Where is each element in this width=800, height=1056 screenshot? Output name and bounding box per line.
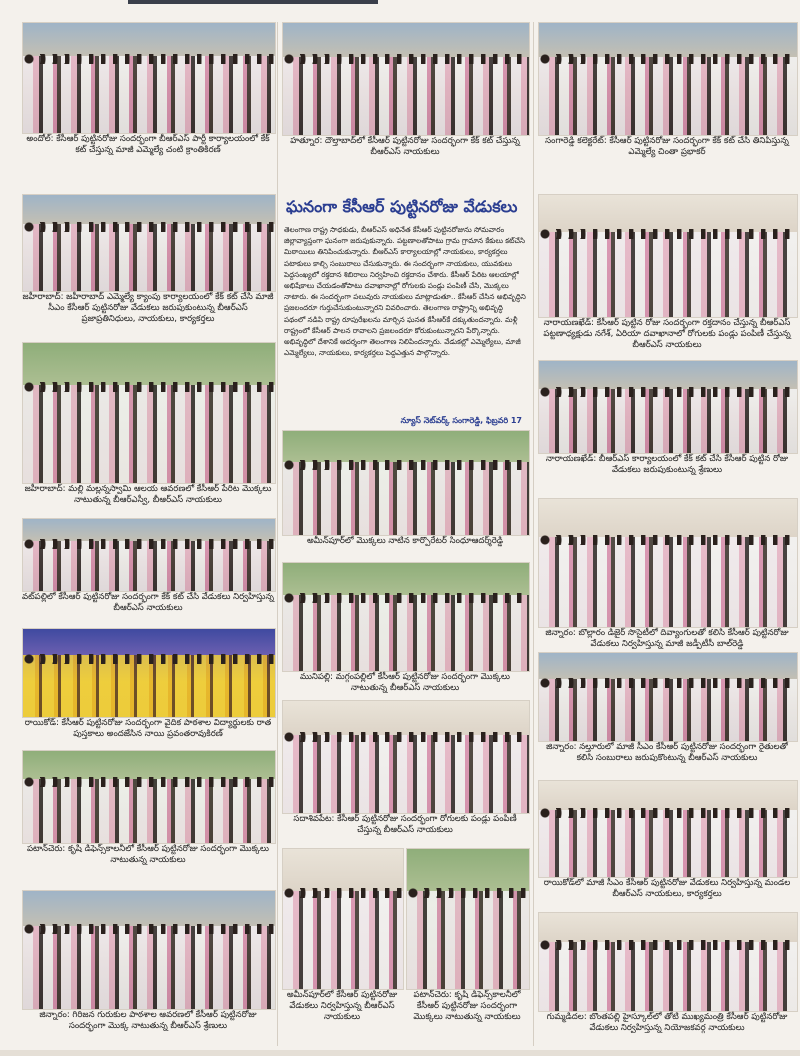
page-footer-rule: [0, 1050, 800, 1056]
photo-heads: [539, 229, 797, 239]
photo-heads: [539, 54, 797, 64]
photo-caption: హత్నూర: దౌల్తాబాద్‌లో కేసీఆర్ పుట్టినరోజు సందర్భంగా కేక్ కట్ చేస్తున్న బీఆర్ఎస్ నాయకులు: [290, 136, 520, 157]
photo-heads: [539, 678, 797, 688]
photo-heads: [283, 888, 403, 898]
photo-heads: [283, 460, 529, 470]
news-photo: [22, 342, 276, 484]
news-photo: [282, 22, 530, 136]
news-photo: [22, 628, 276, 718]
photo-caption: నారాయణఖేడ్: కేసీఆర్ పుట్టిన రోజు సందర్భంగా రక్తదానం చేస్తున్న బీఆర్ఎస్ పట్టణాధ్యక్షుడు నగేశ్, ఏరియా దవాఖానాలో రోగులకు పండ్లు పంపిణీ చేస్తున్న బీఆర్ఎస్ నాయకులు: [543, 318, 791, 350]
photo-heads: [23, 382, 275, 392]
photo-crowd: [539, 810, 797, 877]
photo-heads: [23, 654, 275, 664]
news-photo: [22, 890, 276, 1010]
news-photo: [538, 360, 798, 454]
photo-caption: అమీన్‌పూర్‌లో కేసీఆర్ పుట్టినరోజు వేడుకలు నిర్వహిస్తున్న బీఆర్ఎస్ నాయకులు: [286, 990, 398, 1022]
photo-heads: [407, 888, 529, 898]
photo-caption: గుమ్మడిదల: బొంతపల్లి హైస్కూల్‌లో తోటి ముఖ్యమంత్రి కేసీఆర్ పుట్టినరోజు వేడుకలు నిర్వహిస్తున్న నియోజకవర్గ నాయకులు: [546, 1012, 788, 1033]
photo-caption: జిన్నారం: గిరిజన గురుకుల పాఠశాల ఆవరణలో కేసీఆర్ పుట్టినరోజు సందర్భంగా మొక్క నాటుతున్న బీఆర్ఎస్ శ్రేణులు: [39, 1010, 257, 1031]
photo-caption: జహీరాబాద్: మల్లి మల్లన్నస్వామి ఆలయ ఆవరణలో కేసీఆర్ పేరిట మొక్కలు నాటుతున్న బీఆర్ఎస్వీ, బీఆర్ఎస్ నాయకులు: [24, 484, 272, 505]
photo-heads: [23, 777, 275, 787]
news-photo: [538, 912, 798, 1012]
photo-caption: సంగారెడ్డి కలెక్టరేట్: కేసీఆర్ పుట్టినరోజు సందర్భంగా కేక్ కట్ చేసి తినిపిస్తున్న ఎమ్మెల్యే చింతా ప్రభాకర్: [545, 136, 789, 157]
photo-crowd: [407, 891, 529, 989]
story-body: తెలంగాణ రాష్ట్ర సాధకుడు, బీఆర్ఎస్ అధినేత కేసీఆర్ పుట్టినరోజును సోమవారం జిల్లావ్యాప్తంగా ఘనంగా జరుపుకున్నారు. పట్టణాలతోపాటు గ్రామ గ్రామాన కేకులు కట్‌చేసి మిఠాయిలు తినిపించుకున్నారు. బీఆర్ఎస్ కార్యాలయాల్లో నాయకులు, కార్యకర్తలు పటాకులు కాల్చి సంబురాలు చేసుకున్నారు. ఈ సందర్భంగా నాయకులు, యువకులు పెద్దసంఖ్యలో రక్తదాన శిబిరాలు నిర్వహించి రక్తదానం చేశారు. కేసీఆర్ పేరిట ఆలయాల్లో అభిషేకాలు చేయడంతోపాటు దవాఖానాల్లో రోగులకు పండ్లు పంపిణీ చేసి, మొక్కలు నాటారు. ఈ సందర్భంగా పలువురు నాయకులు మాట్లాడుతూ.. కేసీఆర్ చేసిన అభివృద్ధిని ప్రజలందరూ గుర్తుచేసుకుంటున్నారని వివరించారు. తెలంగాణ రాష్ట్రాన్ని అభివృద్ధి పథంలో నడిపి రాష్ట్ర రూపురేఖలను మార్చిన ఘనత కేసీఆర్‌కే దక్కుతుందన్నారు. మళ్లీ రాష్ట్రంలో కేసీఆర్ పాలన రావాలని ప్రజలందరూ కోరుకుంటున్నారని పేర్కొన్నారు. అభివృద్ధిలో దేశానికే ఆదర్శంగా తెలంగాణ నిలిపిందన్నారు. వేడుకల్లో ఎమ్మెల్యేలు, మాజీ ఎమ్మెల్యేలు, నాయకులు, కార్యకర్తలు పెద్దఎత్తున పాల్గొన్నారు.: [284, 225, 526, 358]
photo-crowd: [23, 655, 275, 717]
photo-caption: జిన్నారం: బొల్లారం డిజైర్ సొసైటీలో దివ్యాంగులతో కలిసి కేసీఆర్ పుట్టినరోజు వేడుకలు నిర్వహిస్తున్న మాజీ జడ్పీటీసీ బాల్‌రెడ్డి: [545, 628, 789, 649]
photo-crowd: [23, 224, 275, 291]
photo-caption: రాయికోడ్: కేసీఆర్ పుట్టినరోజు సందర్భంగా వైదిక పాఠశాల విద్యార్థులకు రాత పుస్తకాలు అందజేసిన నాయి ప్రవంతరావుకిరణ్: [24, 718, 272, 739]
photo-caption: రాయికోడ్‌లో మాజీ సీఎం కేసీఆర్ పుట్టినరోజు వేడుకలు నిర్వహిస్తున్న మండల బీఆర్ఎస్ నాయకులు, కార్యకర్తలు: [543, 878, 791, 899]
news-photo: [282, 430, 530, 536]
photo-heads: [23, 924, 275, 934]
photo-caption: నారాయణఖేడ్: బీఆర్ఎస్ కార్యాలయంలో కేక్ కట్ చేసి కేసీఆర్ పుట్టిన రోజు వేడుకలు జరుపుకుంటున్న శ్రేణులు: [545, 454, 789, 475]
photo-heads: [539, 940, 797, 950]
news-photo: [282, 562, 530, 672]
column-divider: [277, 22, 278, 1046]
news-photo: [22, 194, 276, 292]
news-photo: [282, 700, 530, 814]
photo-crowd: [283, 891, 403, 989]
photo-heads: [23, 222, 275, 232]
photo-caption: మునిపల్లి: మగ్గంపల్లిలో కేసీఆర్ పుట్టినరోజు సందర్భంగా మొక్కలు నాటుతున్న బీఆర్ఎస్ నాయకులు: [299, 672, 510, 693]
news-photo: [282, 848, 404, 990]
photo-crowd: [539, 389, 797, 453]
photo-crowd: [23, 926, 275, 1009]
photo-crowd: [23, 385, 275, 483]
news-photo: [538, 652, 798, 742]
photo-heads: [23, 54, 275, 64]
column-divider: [533, 22, 534, 1046]
photo-crowd: [23, 56, 275, 133]
photo-caption: పటాన్‌చెరు: కృషి డిఫెన్స్‌కాలనీలో కేసీఆర్ పుట్టినరోజు సందర్భంగా మొక్కలు నాటుతున్న నాయకులు: [26, 844, 270, 865]
photo-caption: అందోల్: కేసీఆర్ పుట్టినరోజు సందర్భంగా బీఆర్ఎస్ పార్టీ కార్యాలయంలో కేక్ కట్ చేస్తున్న మాజీ ఎమ్మెల్యే చంటి క్రాంతికిరణ్: [26, 134, 270, 155]
photo-heads: [283, 54, 529, 64]
photo-heads: [539, 808, 797, 818]
photo-caption: జహీరాబాద్: జహీరాబాద్ ఎమ్మెల్యే క్యాంపు కార్యాలయంలో కేక్ కట్ చేసి మాజీ సీఎం కేసీఆర్ పుట్టినరోజు వేడుకలు జరుపుకుంటున్న బీఆర్ఎస్ ప్రజాప్రతినిధులు, నాయకులు, కార్యకర్తలు: [22, 292, 274, 324]
photo-caption: సదాశివపేట: కేసీఆర్ పుట్టినరోజు సందర్భంగా రోగులకు పండ్లు పంపిణీ చేస్తున్న బీఆర్ఎస్ నాయకులు: [293, 814, 517, 835]
photo-crowd: [283, 735, 529, 813]
news-photo: [538, 498, 798, 628]
photo-crowd: [539, 679, 797, 741]
photo-heads: [539, 387, 797, 397]
photo-heads: [283, 732, 529, 742]
story-dateline: న్యూస్ నెట్‌వర్క్ సంగారెడ్డి, ఫిబ్రవరి 17: [400, 416, 522, 425]
photo-crowd: [283, 57, 529, 135]
news-photo: [538, 780, 798, 878]
news-photo: [538, 22, 798, 136]
photo-caption: జిన్నారం: నల్తూరులో మాజీ సీఎం కేసీఆర్ పుట్టినరోజు సందర్భంగా రైతులతో కలిసి సంబురాలు జరుపుకొంటున్న బీఆర్ఎస్ నాయకులు: [546, 742, 788, 763]
main-story: [282, 196, 528, 432]
news-photo: [538, 194, 798, 318]
news-photo: [406, 848, 530, 990]
photo-crowd: [283, 595, 529, 671]
photo-heads: [283, 593, 529, 603]
photo-caption: అమీన్‌పూర్‌లో మొక్కలు నాటిన కార్పొరేటర్ సింధూఆదర్శ్‌రెడ్డి: [306, 536, 504, 546]
news-photo: [22, 518, 276, 592]
photo-crowd: [283, 462, 529, 535]
photo-crowd: [539, 232, 797, 317]
photo-caption: పటాన్‌చెరు: కృషి డిఫెన్స్‌కాలనీలో కేసీఆర్ పుట్టినరోజు సందర్భంగా మొక్కలు నాటుతున్న నాయకులు: [413, 990, 521, 1022]
news-photo: [22, 22, 276, 134]
news-photo: [22, 750, 276, 844]
story-headline: ఘనంగా కేసీఆర్ పుట్టినరోజు వేడుకలు: [286, 197, 518, 216]
masthead-bar: [128, 0, 378, 4]
photo-heads: [539, 535, 797, 545]
photo-heads: [23, 539, 275, 549]
photo-crowd: [23, 779, 275, 843]
photo-crowd: [539, 537, 797, 627]
photo-crowd: [539, 57, 797, 135]
photo-caption: వట్‌పల్లిలో కేసీఆర్ పుట్టినరోజు సందర్భంగా కేక్ కట్ చేసి వేడుకలు నిర్వహిస్తున్న బీఆర్ఎస్ నాయకులు: [22, 592, 274, 613]
photo-crowd: [539, 942, 797, 1011]
